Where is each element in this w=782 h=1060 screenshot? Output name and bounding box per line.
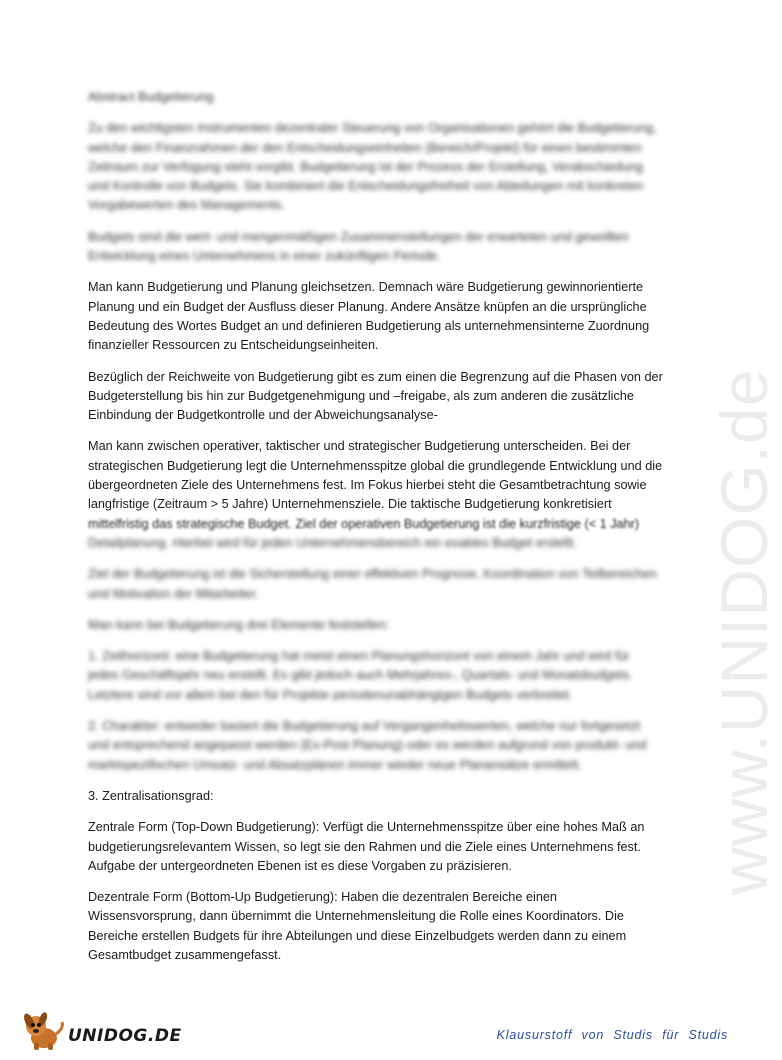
paragraph-blurred-part: Detailplanung. Hierbei wird für jeden Unternehmensbereich ein exaktes Budget erstellt. bbox=[88, 535, 577, 550]
paragraph-blurred: Zu den wichtigsten Instrumenten dezentraler Steuerung von Organisationen gehört die Budgetierung, welche den Finanzrahmen der den Entscheidungseinheiten (Bereich/Projekt) für einen bestimmten Zeitraum zur Verfügung steht vorgibt. Budgetierung ist der Prozess der Erstellung, Verabschiedung und Kontrolle von Budgets. Sie kombiniert die Entscheidungsfreiheit von Abteilungen mit konkreten Vorgabewerten des Managements. bbox=[88, 121, 657, 213]
paragraph-partial bbox=[88, 437, 663, 553]
unidog-logo[interactable] bbox=[20, 1012, 182, 1052]
paragraph: Dezentrale Form (Bottom-Up Budgetierung): Haben die dezentralen Bereiche einen Wissensvorsprung, dann übernimmt die Unternehmensleitung die Rolle eines Koordinators. Die Bereiche erstellen Budgets für ihre Abteilungen und diese Einzelbudgets werden dann zu einem Gesamtbudget zusammengefasst. bbox=[88, 890, 627, 962]
paragraph: 3. Zentralisationsgrad: bbox=[88, 788, 214, 803]
paragraph: Man kann Budgetierung und Planung gleichsetzen. Demnach wäre Budgetierung gewinnorientierte Planung und ein Budget der Ausfluss dieser Planung. Andere Ansätze knüpfen an die ursprüngliche Bedeutung des Wortes Budget an und definieren Budgetierung als unternehmensinterne Zuordnung finanzieller Ressourcen zu Entscheidungseinheiten. bbox=[88, 280, 650, 353]
paragraph-blurred: Budgets sind die wert- und mengenmäßigen Zusammenstellungen der erwarteten und gewollten Entwicklung eines Unternehmens in einer zukünftigen Periode. bbox=[88, 229, 629, 264]
paragraph-blurred: 1. Zeithorizont: eine Budgetierung hat meist einen Planungshorizont von einem Jahr und wird für jedes Geschäftsjahr neu erstellt. Es gibt jedoch auch Mehrjahres-, Quartals- und Monatsbudgets. Letztere sind vor allem bei den für Projekte periodenunabhängigen Budgets verbreitet. bbox=[88, 649, 633, 702]
document-body bbox=[88, 88, 663, 977]
watermark: www.UNIDOG.de bbox=[707, 368, 781, 895]
paragraph-blurred: 2. Charakter: entweder basiert die Budgetierung auf Vergangenheitswerten, welche nur fortgesetzt und entsprechend angepasst werden (Ex-Post Planung) oder es werden aufgrund von produkt- und marktspezifischen Umsatz- und Absatzplänen immer wieder neue Planansätze ermittelt. bbox=[88, 719, 647, 772]
paragraph: Zentrale Form (Top-Down Budgetierung): Verfügt die Unternehmensspitze über eine hohes Maß an budgetierungsrelevantem Wissen, so legt sie den Rahmen und die Ziele eines Unternehmens fest. Aufgabe der untergeordneten Ebenen ist es diese Vorgaben zu präzisieren. bbox=[88, 820, 645, 873]
logo-text: UNIDOG.DE bbox=[68, 1026, 182, 1046]
paragraph-blurred: Ziel der Budgetierung ist die Sicherstellung einer effektiven Prognose, Koordination von Teilbereichen und Motivation der Mitarbeiter. bbox=[88, 567, 657, 601]
document-heading: Abstract Budgetierung bbox=[88, 90, 214, 104]
paragraph-blurred: Man kann bei Budgetierung drei Elemente feststellen: bbox=[88, 617, 390, 632]
paragraph: Bezüglich der Reichweite von Budgetierung gibt es zum einen die Begrenzung auf die Phasen von der Budgeterstellung bis hin zur Budgetgenehmigung und –freigabe, als zum anderen die zusätzliche Einbindung der Budgetkontrolle und der Abweichungsanalyse- bbox=[88, 369, 663, 423]
paragraph-visible-part: Man kann zwischen operativer, taktischer und strategischer Budgetierung unterscheiden. Bei der strategischen Budgetierung legt die Unternehmensspitze global die grundlegende Entwicklung und die übergeordneten Ziele des Unternehmens fest. Im Fokus hierbei steht die Gesamtbetrachtung sowie langfristige (Zeitraum > 5 Jahre) Unternehmensziele. Die taktische Budgetierung konkretisiert bbox=[88, 439, 663, 512]
paragraph-seam-part: mittelfristig das strategische Budget. Ziel der operativen Budgetierung ist die kurzfristige (< 1 Jahr) bbox=[88, 516, 640, 531]
dog-icon bbox=[20, 1012, 66, 1052]
footer-tagline: Klausurstoff von Studis für Studis bbox=[496, 1028, 728, 1042]
